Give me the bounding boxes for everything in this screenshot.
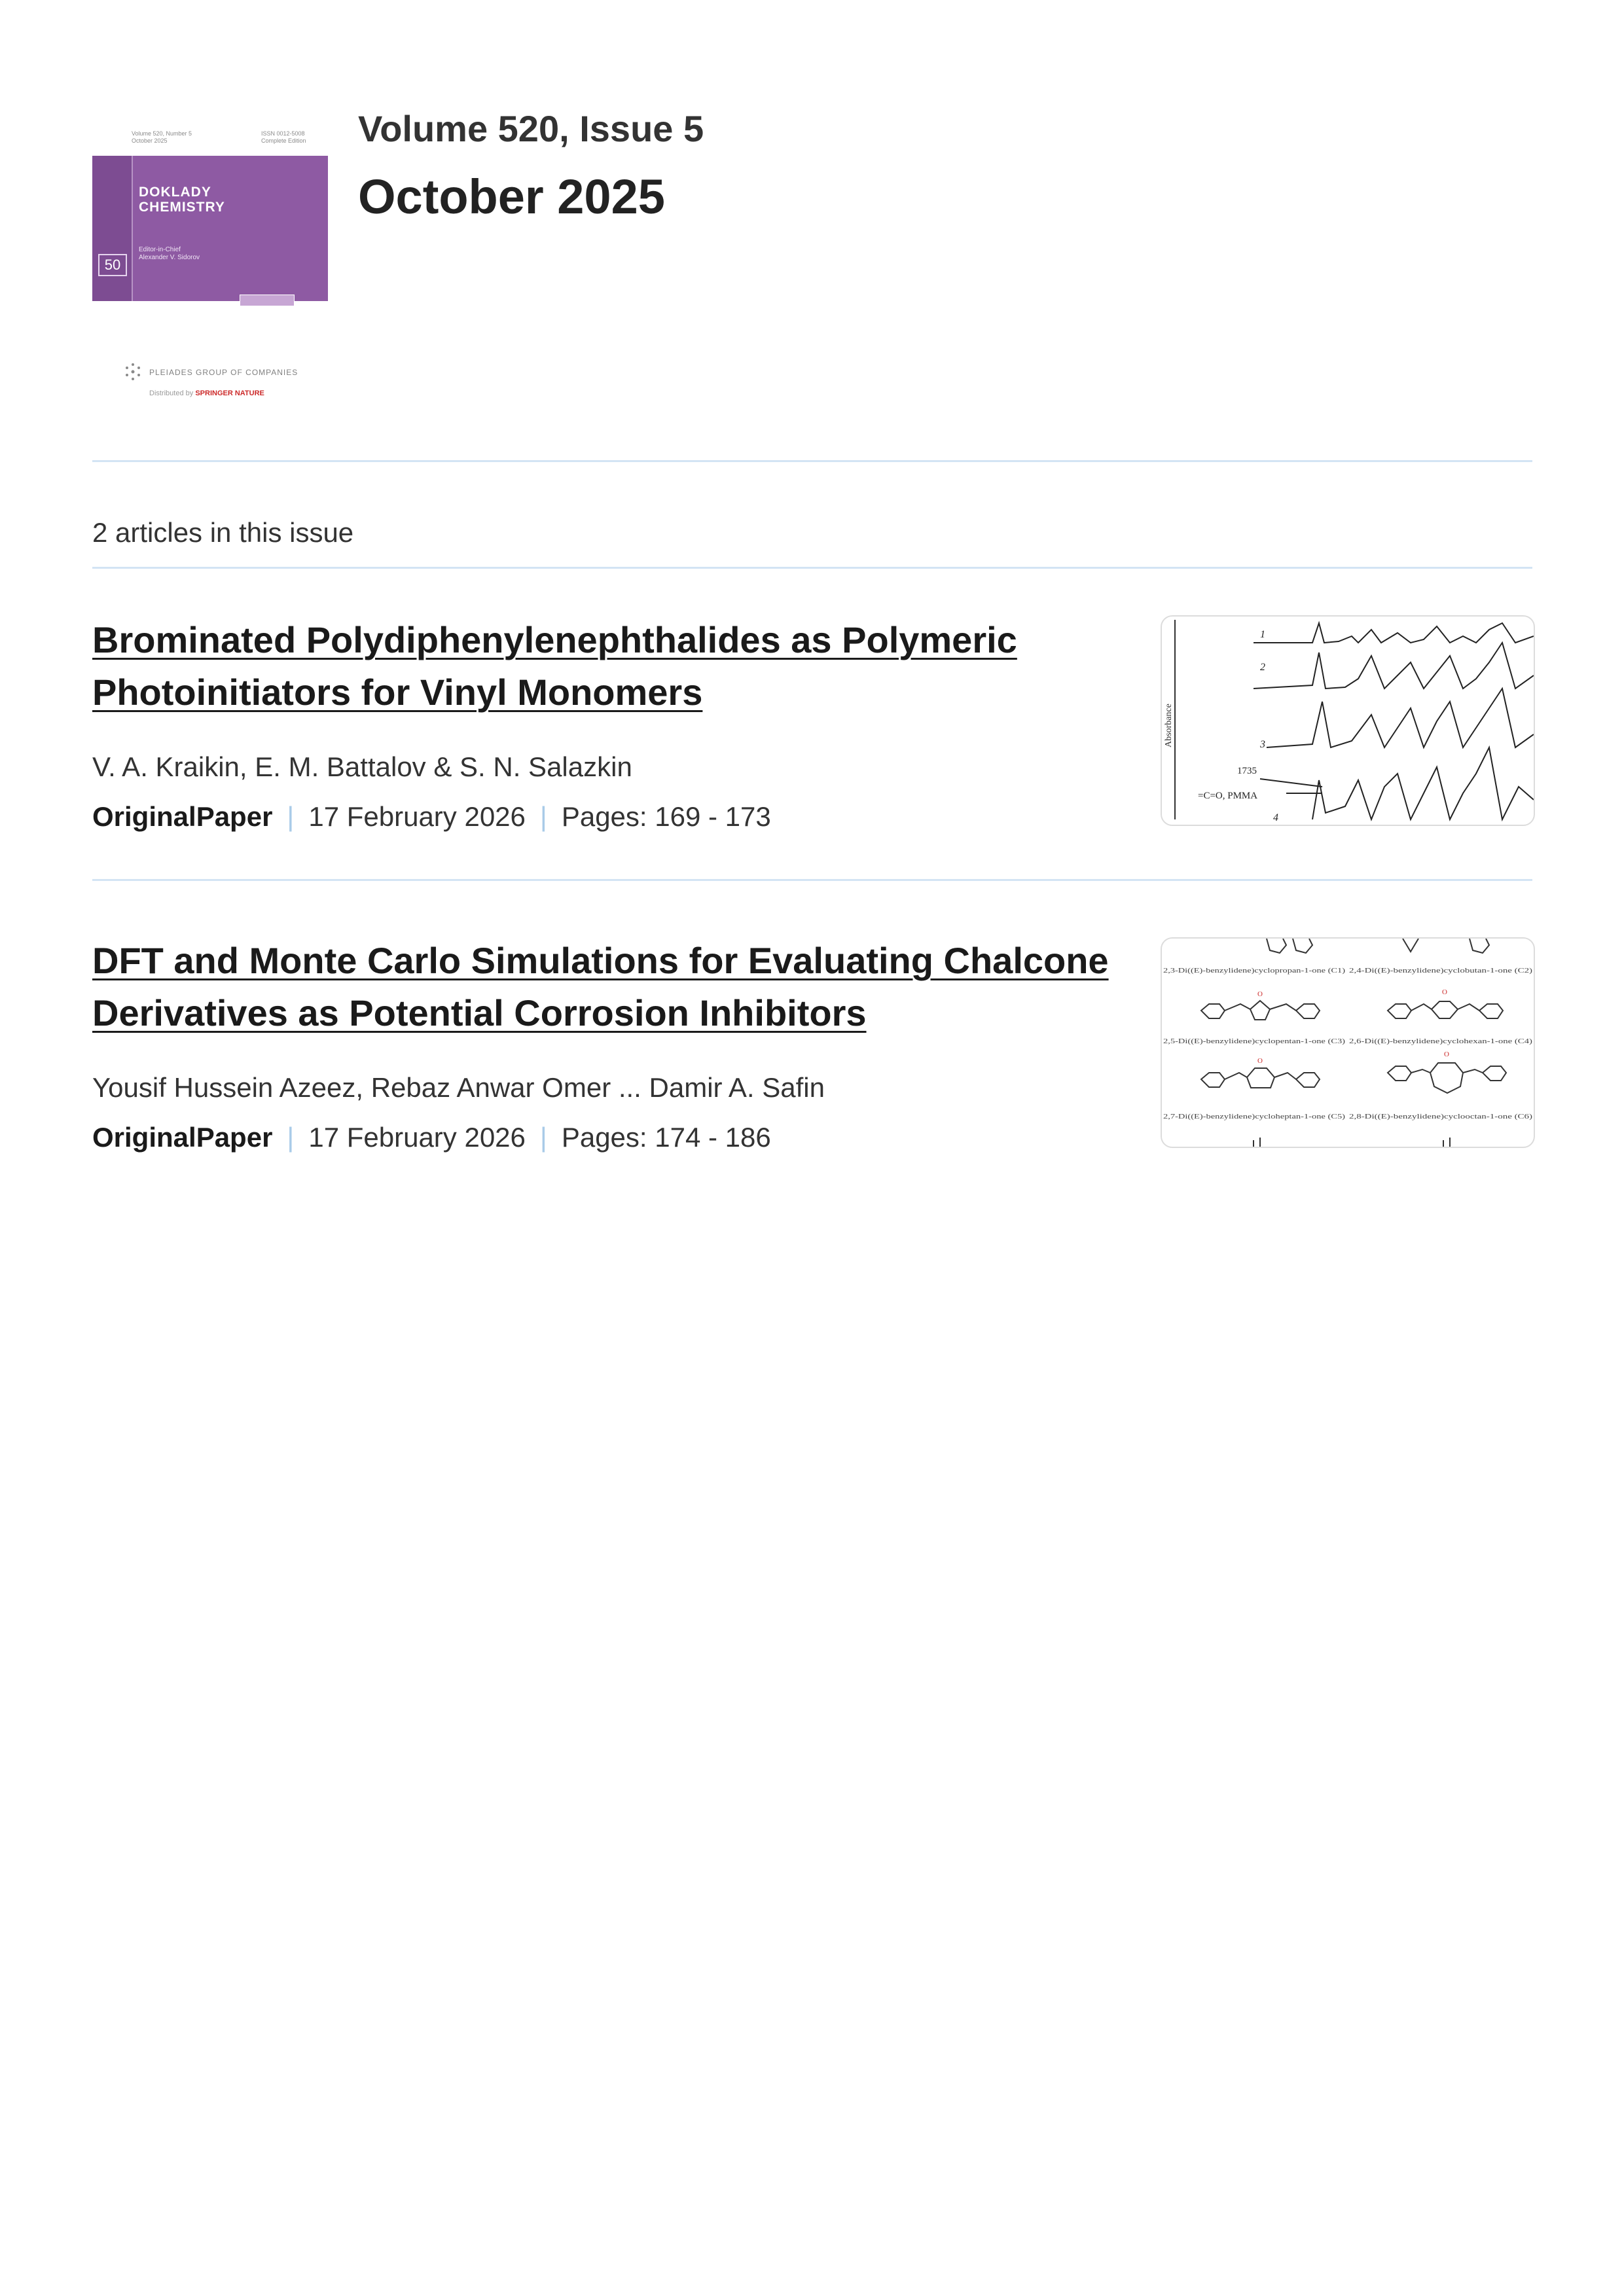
issue-date: October 2025 <box>358 170 665 224</box>
compound-caption: 2,6-Di((E)-benzylidene)cyclohexan-1-one (C4) <box>1349 1038 1532 1045</box>
compound-caption: 2,7-Di((E)-benzylidene)cycloheptan-1-one (C5) <box>1163 1113 1345 1121</box>
compound-caption: 2,5-Di((E)-benzylidene)cyclopentan-1-one (C3) <box>1163 1038 1345 1045</box>
article-figure-thumbnail[interactable] <box>1161 937 1535 1148</box>
divider <box>92 567 1532 569</box>
issue-volume: Volume 520, Issue 5 <box>358 108 704 149</box>
meta-separator: | <box>539 801 547 832</box>
curve-label: 2 <box>1260 662 1265 673</box>
atom-label: O <box>1442 988 1447 996</box>
article-type: OriginalPaper <box>92 1122 273 1153</box>
cover-strip <box>92 156 133 301</box>
cover-editor: Editor-in-Chief Alexander V. Sidorov <box>139 246 200 261</box>
compound-caption: 2,3-Di((E)-benzylidene)cyclopropan-1-one (C1) <box>1163 967 1345 975</box>
thumb-wavenumber: 1735 <box>1237 766 1257 776</box>
article-meta <box>92 801 771 833</box>
curve-label: 4 <box>1273 812 1278 823</box>
article-date: 17 February 2026 <box>308 1122 526 1153</box>
article-title-link[interactable]: Brominated Polydiphenylenephthalides as Polymeric Photoinitiators for Vinyl Monomers <box>92 619 1017 713</box>
meta-separator: | <box>539 1122 547 1153</box>
atom-label: O <box>1257 990 1263 998</box>
atom-label: O <box>1444 1050 1449 1058</box>
compound-caption: 2,8-Di((E)-benzylidene)cyclooctan-1-one (C6) <box>1349 1113 1532 1121</box>
cover-badge: 50 <box>98 254 127 276</box>
compound-caption: 2,4-Di((E)-benzylidene)cyclobutan-1-one (C2) <box>1349 967 1532 975</box>
article-type: OriginalPaper <box>92 801 273 832</box>
article-authors: Yousif Hussein Azeez, Rebaz Anwar Omer ... Damir A. Safin <box>92 1072 825 1103</box>
article-meta <box>92 1122 771 1153</box>
cover-title: DOKLADY CHEMISTRY <box>139 185 225 215</box>
cover-header <box>92 128 328 155</box>
pleiades-logo-icon <box>123 362 143 382</box>
thumb-annotation: =C=O, PMMA <box>1198 791 1258 801</box>
curve-label: 1 <box>1260 629 1265 640</box>
article-title-link[interactable]: DFT and Monte Carlo Simulations for Evaluating Chalcone Derivatives as Potential Corrosion Inhibitors <box>92 940 1109 1033</box>
cover-tag <box>240 295 295 306</box>
divider <box>92 460 1532 462</box>
curve-label: 3 <box>1260 739 1265 750</box>
article-authors: V. A. Kraikin, E. M. Battalov & S. N. Salazkin <box>92 751 632 782</box>
distributor-prefix: Distributed by <box>149 389 194 397</box>
meta-separator: | <box>287 1122 295 1153</box>
publisher-name: PLEIADES GROUP OF COMPANIES <box>149 368 298 377</box>
divider <box>92 879 1532 881</box>
thumb-ylabel: Absorbance <box>1164 704 1174 747</box>
article-pages: Pages: 174 - 186 <box>561 1122 771 1153</box>
meta-separator: | <box>287 801 295 832</box>
distributor <box>149 389 264 397</box>
atom-label: O <box>1257 1057 1263 1065</box>
distributor-name: SPRINGER NATURE <box>195 389 264 397</box>
cover-small-right: ISSN 0012-5008 Complete Edition <box>261 130 306 144</box>
article-count: 2 articles in this issue <box>92 517 354 548</box>
article-pages: Pages: 169 - 173 <box>561 801 771 832</box>
article-figure-thumbnail[interactable] <box>1161 615 1535 826</box>
cover-small-left: Volume 520, Number 5 October 2025 <box>132 130 192 144</box>
article-date: 17 February 2026 <box>308 801 526 832</box>
